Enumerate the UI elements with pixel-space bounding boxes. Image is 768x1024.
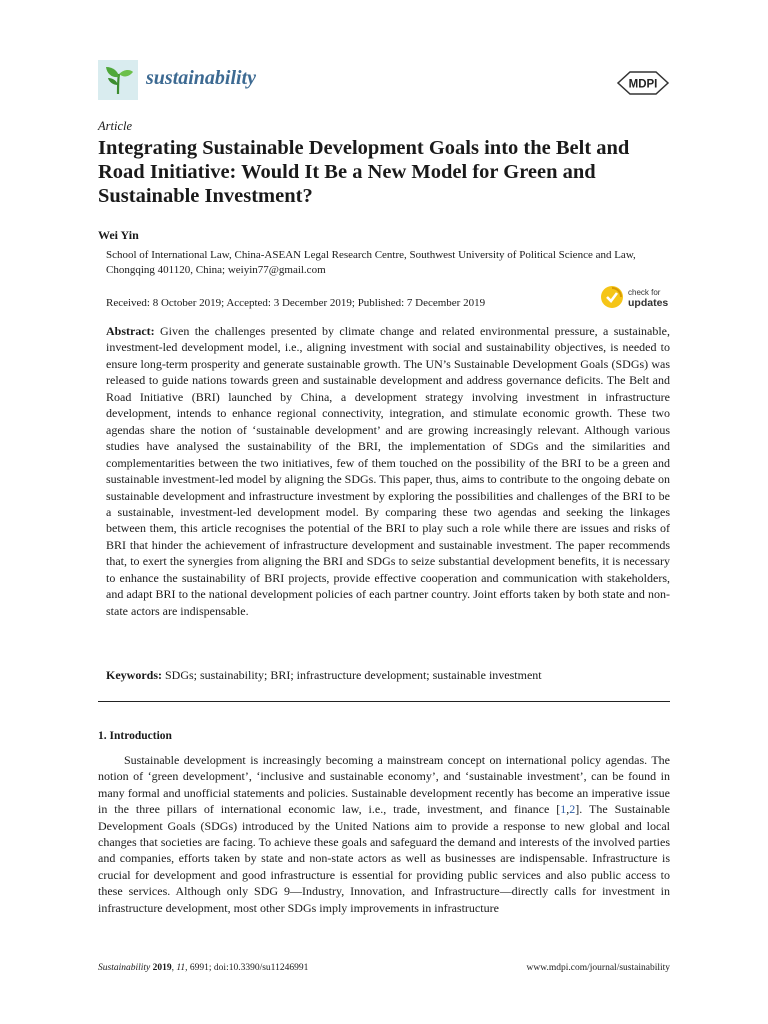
author-affiliation: School of International Law, China-ASEAN Legal Research Centre, Southwest University of Political Science and Law, Chongqing 401120, China; weiyin77@gmail.com xyxy=(106,249,636,276)
paper-title: Integrating Sustainable Development Goals into the Belt and Road Initiative: Would It Be a New Model for Green and Sustainable Investment? xyxy=(98,137,630,207)
footer-url[interactable]: www.mdpi.com/journal/sustainability xyxy=(526,963,670,973)
journal-header xyxy=(98,60,670,102)
citation-link-2[interactable]: 2 xyxy=(569,802,576,817)
section-divider xyxy=(98,701,670,702)
abstract-text: Given the challenges presented by climate change and related environmental pressure, a sustainable, investment-led development model, i.e., aligning investment with social and sustainability objectives, is needed to ensure long-term prosperity and generate sustainable growth. The UN’s Sustainable Development Goals (SDGs) was released to guide nations towards green and sustainable development and address governance deficits. The Belt and Road Initiative (BRI) launched by China, a development strategy involving investment in infrastructure development, intends to enhance regional connectivity, integration, and stimulate economic growth. These two agendas share the notion of ‘sustainable development’ and are growing increasingly relevant. Although various studies have analysed the sustainability of the BRI, the implementation of SDGs and the similarities and complementarities between the two initiatives, few of them touched on the possibility of the BRI to be a green and sustainable investment-led model by aligning the SDGs. This paper, thus, aims to contribute to the ongoing debate on sustainable development and infrastructure investment by exploring the possibilities and challenges of the BRI to be a sustainable, investment-led development model. By comparing these two agendas and seeking the linkages between them, this article recognises the potential of the BRI to play such a role while there are issues and risks of BRI that hinder the achievement of infrastructure development and sustainable investment. The paper recommends that, to exert the synergies from aligning the BRI and SDGs to seize substantial development benefits, it is necessary to enhance the sustainability of BRI projects, provide effective cooperation and communication with stakeholders, and adapt BRI to the national development policies of each partner country. Joint efforts taken by both state and non-state actors are indispensable. xyxy=(106,324,671,618)
section-heading: 1. Introduction xyxy=(98,730,172,742)
journal-logo xyxy=(98,60,138,100)
journal-name: sustainability xyxy=(146,67,257,89)
footer-citation: Sustainability 2019, 11, 6991; doi:10.3390/su11246991 xyxy=(98,963,309,973)
intro-paragraph: Sustainable development is increasingly becoming a mainstream concept on international policy agendas. The notion of ‘green development’, ‘inclusive and sustainable economy’, and ‘sustainable investment’, can be found in many formal and unofficial statements and policies. Sustainable development recently has become an imperative issue in the three pillars of international economic law, i.e., trade, investment, and finance [1,2]. The Sustainable Development Goals (SDGs) introduced by the United Nations aim to provide a response to new global and local changes that societies are facing. To achieve these goals and safeguard the demand and interests of the involved parties and companies, efforts taken by state and non-state actors as well as businesses are indispensable. Infrastructure is crucial for development and good infrastructure is essential for providing public services and also public access to these services. Although only SDG 9—Industry, Innovation, and Infrastructure—directly calls for investment in infrastructure development, most other SDGs imply improvements in infrastructure xyxy=(98,753,670,915)
abstract xyxy=(106,323,670,619)
abstract-label: Abstract: xyxy=(106,324,155,338)
article-type: Article xyxy=(98,119,133,133)
publication-dates: Received: 8 October 2019; Accepted: 3 December 2019; Published: 7 December 2019 xyxy=(106,297,486,309)
check-updates-line1: check for xyxy=(628,288,661,297)
check-updates-icon xyxy=(600,285,624,309)
check-for-updates-badge[interactable] xyxy=(600,285,672,313)
author-name: Wei Yin xyxy=(98,228,139,242)
keywords xyxy=(106,668,670,683)
keywords-label: Keywords: xyxy=(106,668,162,682)
check-updates-line2: updates xyxy=(628,297,669,309)
publisher-name: MDPI xyxy=(628,78,658,91)
keywords-text: SDGs; sustainability; BRI; infrastructure development; sustainable investment xyxy=(165,668,542,682)
sprout-icon xyxy=(98,60,138,100)
mdpi-logo xyxy=(616,70,670,96)
citation-link-1[interactable]: 1 xyxy=(560,802,567,817)
